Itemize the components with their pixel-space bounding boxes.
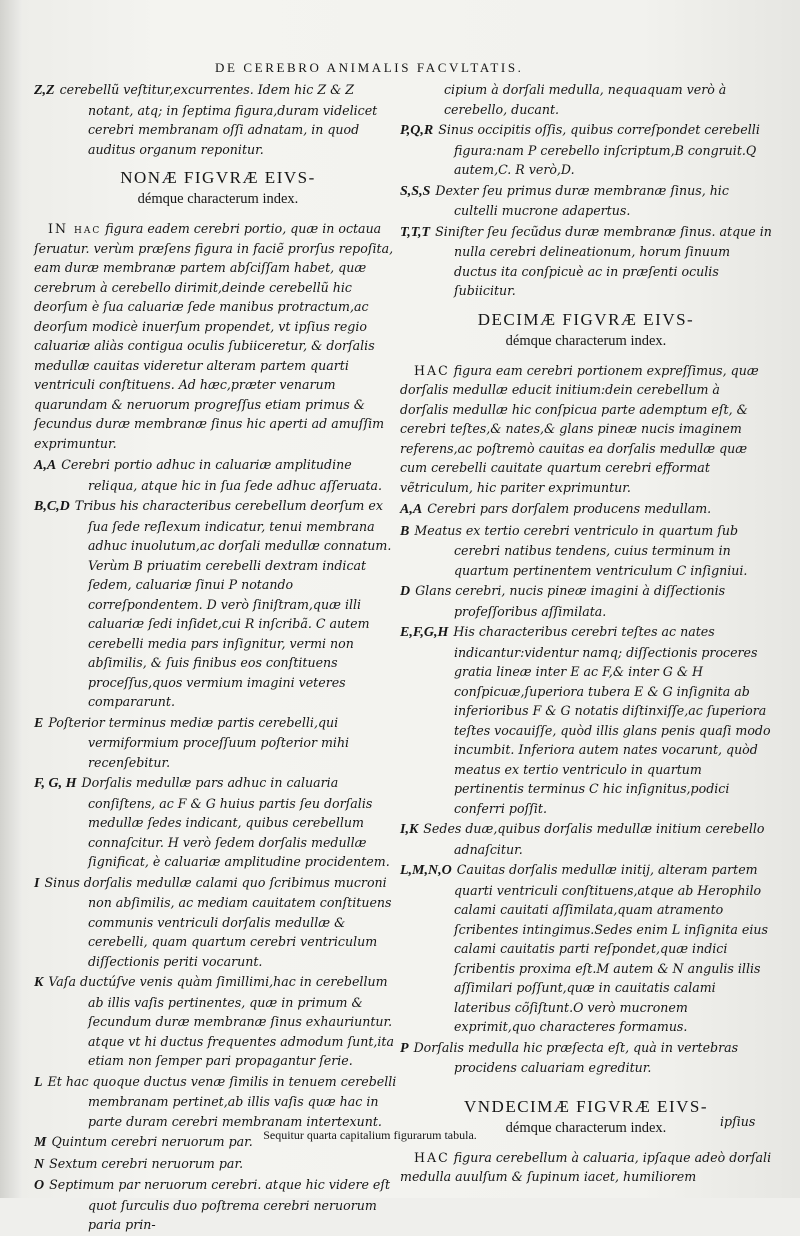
legend-list <box>400 499 772 1078</box>
intro-paragraph <box>400 361 772 498</box>
figure-legend-entry <box>400 581 772 621</box>
legend-label: B,C,D <box>34 499 70 514</box>
figure-legend-entry <box>400 622 772 818</box>
legend-label: N <box>34 1156 45 1172</box>
intro-text: figura eadem cerebri portio, quæ in octaua ſeruatur. verùm præſens figura in faciẽ prorſus repoſita, eam duræ membranæ partem abſciſſam habet, quæ cerebrum à cerebello dirimit,deinde cerebellũ hic deorſum è ſua caluariæ ſede manibus protractum,ac deorſum modicè inuerſum propendet, vt ipſius regio caluariæ aliàs contigua oculis ſubiiceretur, & dorſalis medullæ cauitas videretur alteram partem quarti ventriculi conſtituens. Ad hæc,præter venarum quarundam & neruorum progreſſus etiam primus & ſecundus duræ membranæ ſinus hic aperti ad amuſſim exprimuntur. <box>34 221 394 451</box>
intro-lead: HAC <box>414 1149 450 1165</box>
legend-text: Sinus occipitis oſſis, quibus correſpondet cerebelli figura:nam P cerebello inſcriptum,B congruit.Q autem,C. R verò,D. <box>438 122 760 177</box>
figure-legend-entry <box>400 1038 772 1078</box>
legend-label: A,A <box>34 458 57 473</box>
legend-text: Cerebri portio adhuc in caluariæ amplitudine reliqua, atque hic in ſua ſede adhuc aſſeruata. <box>61 457 383 493</box>
intro-lead: HAC <box>414 362 450 378</box>
legend-text: Dorſalis medullæ pars adhuc in caluaria conſiſtens, ac F & G huius partis ſeu dorſalis medullæ ſedes indicant, quibus cerebellum connaſcitur. H verò ſedem dorſalis medullæ ſignificat, è caluariæ amplitudine procidentem. <box>81 775 390 869</box>
legend-label: T,T,T <box>400 224 431 240</box>
legend-text: Vaſa ductúſve venis quàm ſimillimi,hac in cerebellum ab illis vaſis pertinentes, quæ in primum & ſecundum duræ membranæ ſinus exhauriuntur. atque vt hi ductus frequentes admodum ſunt,ita etiam non ſemper pari propagantur ſerie. <box>48 974 394 1068</box>
legend-label: F, G, H <box>34 776 77 791</box>
legend-label: L <box>34 1074 43 1090</box>
legend-label: L,M,N,O <box>400 863 452 878</box>
figure-legend-entry <box>34 1154 402 1175</box>
intro-paragraph <box>34 219 402 453</box>
figure-legend-entry <box>400 521 772 581</box>
figure-legend-entry <box>400 819 772 859</box>
figure-legend-entry <box>34 80 402 159</box>
legend-text: Cauitas dorſalis medullæ initij, alteram partem quarti ventriculi conſtituens,atque ab Herophilo calami cauitati aſſimilata,quam atramento ſcribentes intingimus.Sedes enim L inſignita eius calami cauitatis parti reſpondet,quæ indici ſcribentis proxima eſt.M autem & N angulis illis aſſimilari poſſunt,quæ in cauitatis calami lateribus cõſiſtunt.O verò mucronem exprimit,quo characteres formamus. <box>454 862 768 1034</box>
legend-text: Tribus his characteribus cerebellum deorſum ex ſua ſede reſlexum indicatur, tenui membrana adhuc inuolutum,ac dorſali medullæ connatum. Verùm B priuatim cerebelli dextram indicat ſedem, caluariæ ſinui P notando correſpondentem. D verò ſiniſtram,quæ illi caluariæ ſedi inſidet,cui R inſcribã. C autem cerebelli media pars inſignitur, vermi non abſimilis, & ſuis finibus eos conſtituens proceſſus,quos vermium imagini veteres compararunt. <box>74 498 392 709</box>
spine-shadow <box>0 0 22 1198</box>
figure-legend-entry <box>34 713 402 773</box>
legend-text: Meatus ex tertio cerebri ventriculo in quartum ſub cerebri natibus tendens, cuius terminum in quartum pertinentem ventriculum C inſigniui. <box>414 522 748 578</box>
legend-label: I,K <box>400 822 419 837</box>
legend-text: Dexter ſeu primus duræ membranæ ſinus, hic cultelli mucrone adapertus. <box>435 182 729 218</box>
figure-legend-entry <box>400 499 772 520</box>
legend-text: Dorſalis medulla hic præſecta eſt, quà in vertebras procidens caluariam egreditur. <box>413 1039 739 1075</box>
legend-label: E <box>34 715 44 731</box>
right-column <box>400 80 772 1189</box>
intro-lead: IN hac <box>48 221 102 236</box>
continued-text: cipium à dorſali medulla, nequaquam verò à cerebello, ducant. <box>444 82 727 117</box>
figure-legend-entry <box>34 1072 402 1132</box>
legend-text: Et hac quoque ductus venæ ſimilis in tenuem cerebelli membranam pertinet,ab illis vaſis quæ hac in parte duram cerebri membranam intertexunt. <box>47 1073 397 1129</box>
figure-legend-entry <box>400 181 772 221</box>
figure-legend-entry <box>400 860 772 1037</box>
legend-text: cerebellũ veſtitur,excurrentes. Idem hic Z & Z notant, atq; in ſeptima figura,duram videlicet cerebri membranam oſſi adnatam, in quod auditus organum reponitur. <box>59 82 378 157</box>
figure-legend-entry <box>34 496 402 712</box>
legend-text: Quintum cerebri neruorum par. <box>51 1134 253 1149</box>
figure-legend-entry <box>400 222 772 301</box>
running-head: DE CEREBRO ANIMALIS FACVLTATIS. <box>215 60 524 75</box>
page-footer <box>0 1128 800 1143</box>
intro-text: figura eam cerebri portionem expreſſimus, quæ dorſalis medullæ educit initium:dein cerebellum à dorſalis medullæ hic conſpicua parte ademptum eſt, & cerebri teſtes,& nates,& glans pineæ nucis imaginem referens,ac poſtremò cauitas ea dorſalis medullæ quæ cum cerebelli cauitate quartum cerebri efformat vẽtriculum, hic pariter exprimuntur. <box>400 362 759 495</box>
figure-legend-entry <box>400 120 772 180</box>
legend-list <box>400 120 772 301</box>
legend-label: K <box>34 975 44 990</box>
legend-text: Sinus dorſalis medullæ calami quo ſcribimus mucroni non abſimilis, ac mediam cauitatem conſtituens communis ventriculi dorſalis medullæ & cerebelli, quam quartum cerebri ventriculum diſſectionis periti vocarunt. <box>44 874 392 969</box>
figure-legend-entry <box>34 972 402 1071</box>
left-column <box>34 80 402 1236</box>
legend-text: Septimum par neruorum cerebri. atque hic videre eſt quot ſurculis duo poſtrema cerebri neruorum paria prin- <box>49 1177 391 1232</box>
legend-label: E,F,G,H <box>400 625 449 640</box>
figure-legend-entry <box>34 455 402 495</box>
legend-text: Poſterior terminus mediæ partis cerebelli,qui vermiformium proceſſuum poſterior mihi recenſebitur. <box>48 714 350 770</box>
catchword: ipſius <box>720 1114 756 1129</box>
legend-text: Sextum cerebri neruorum par. <box>49 1155 244 1171</box>
figure-legend-entry <box>34 873 402 972</box>
legend-text: Sedes duæ,quibus dorſalis medullæ initium cerebello adnaſcitur. <box>423 821 765 857</box>
intro-paragraph <box>400 1148 772 1187</box>
footer-text: Sequitur quarta capitalium figurarum tabula. <box>263 1128 477 1142</box>
legend-text: Glans cerebri, nucis pineæ imagini à diſſectionis profeſſoribus aſſimilata. <box>415 583 726 619</box>
legend-text: His characteribus cerebri teſtes ac nates indicantur:videntur namq; diſſectionis proceres gratia lineæ inter E ac F,& inter G & H conſpicuæ,ſuperiora tubera E & G inſignita ab inferioribus F & G notatis diſtinxiſſe,ac ſuperiora teſtes vocauiſſe, quòd illis glans penis quaſi modo incumbit. Inferiora autem nates vocarunt, quòd meatus ex tertio ventriculo in quartum pertinentis terminus C hic inſignitus,podici conferri poſſit. <box>453 624 771 816</box>
legend-text: Siniſter ſeu ſecũdus duræ membranæ ſinus. atque in nulla cerebri delineationum, horum ſinuum ductus ita conſpicuè ac in præſenti oculis ſubiicitur. <box>435 223 772 298</box>
legend-label: Z,Z <box>34 83 55 98</box>
section-heading: NONÆ FIGVRÆ EIVS- <box>120 168 316 187</box>
intro-text: figura cerebellum à caluaria, ipſaque adeò dorſali medulla auulſum & ſupinum iacet, humiliorem <box>400 1149 772 1184</box>
legend-label: I <box>34 875 40 891</box>
section-heading: VNDECIMÆ FIGVRÆ EIVS- <box>463 1096 708 1116</box>
section-subheading: démque characterum index. <box>505 1119 667 1136</box>
section-subheading: démque characterum index. <box>137 191 299 207</box>
figure-legend-entry <box>34 1175 402 1235</box>
legend-label: O <box>34 1178 45 1193</box>
legend-label: B <box>400 523 410 539</box>
legend-label: P,Q,R <box>400 123 434 138</box>
legend-label: M <box>34 1135 47 1150</box>
section-heading: DECIMÆ FIGVRÆ EIVS- <box>477 309 695 329</box>
legend-label: A,A <box>400 502 423 517</box>
legend-text: Cerebri pars dorſalem producens medullam. <box>427 501 712 516</box>
section-subheading: démque characterum index. <box>505 332 667 349</box>
legend-list <box>34 455 402 1235</box>
legend-label: D <box>400 584 411 599</box>
legend-label: S,S,S <box>400 183 431 199</box>
figure-legend-entry <box>34 773 402 872</box>
legend-label: P <box>400 1040 409 1056</box>
